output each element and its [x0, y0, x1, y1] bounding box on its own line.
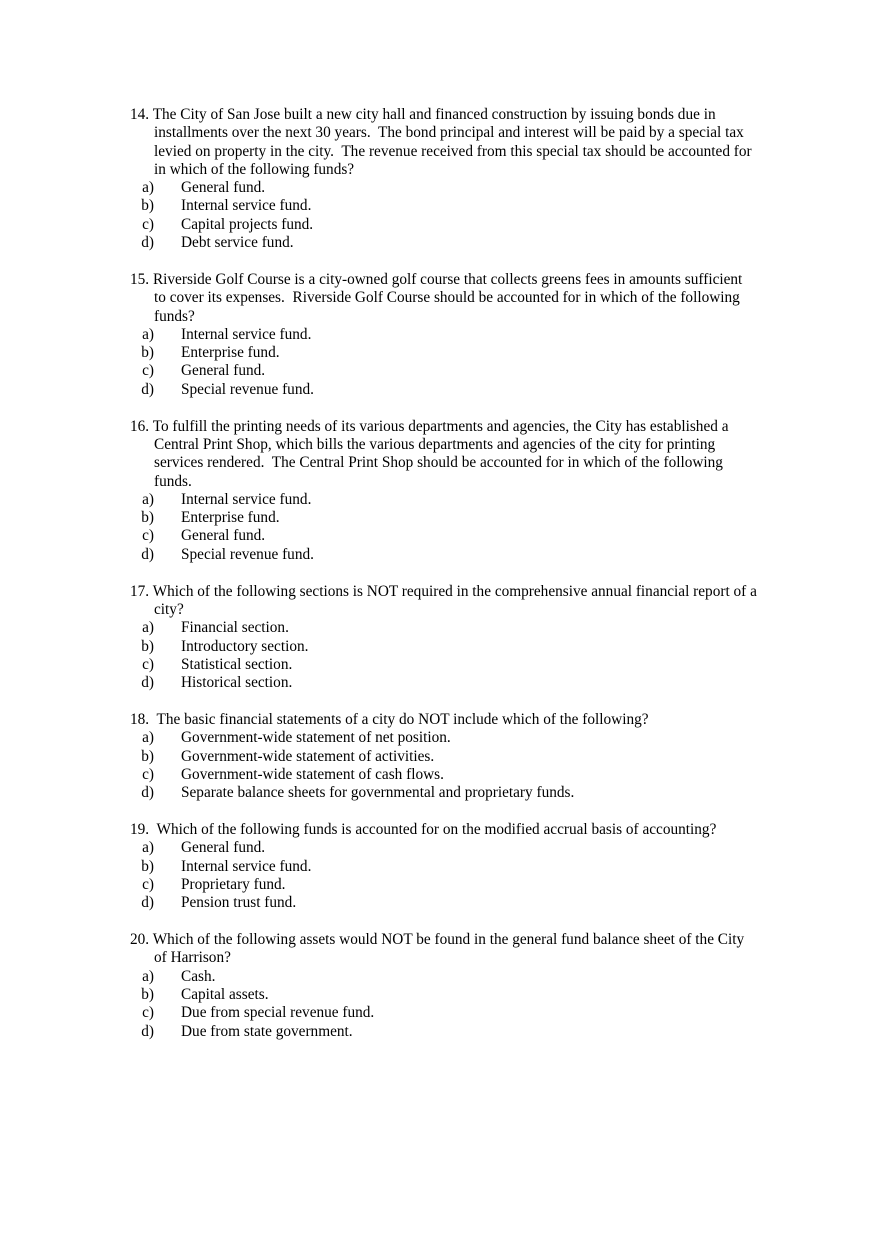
question-text: The City of San Jose built a new city hall and financed construction by issuing bonds due in installments over the next 30 years. The bond principal and interest will be paid by a special tax levied on property in the city. The revenue received from this special tax should be accounted for in which of the following funds? — [152, 106, 756, 178]
option-letter: a) — [142, 967, 154, 985]
answer-option — [130, 729, 758, 747]
option-letter: b) — [141, 344, 154, 362]
option-letter: c) — [142, 215, 154, 233]
question-stem — [130, 582, 761, 620]
option-text: Proprietary fund. — [181, 875, 286, 893]
question-text: The basic financial statements of a city do NOT include which of the following? — [152, 710, 649, 728]
question-number: 16. — [130, 417, 150, 435]
question-stem — [130, 418, 758, 491]
option-text: General fund. — [181, 179, 266, 197]
question-number: 19. — [130, 821, 150, 839]
question-text: Which of the following sections is NOT required in the comprehensive annual financial report of a city? — [152, 582, 761, 618]
option-text: Special revenue fund. — [181, 380, 314, 398]
option-letter: b) — [141, 747, 154, 765]
answer-options — [130, 839, 758, 912]
option-text: Government-wide statement of cash flows. — [181, 765, 444, 783]
option-text: Introductory section. — [181, 637, 309, 655]
answer-option — [130, 179, 758, 197]
option-text: Capital assets. — [181, 986, 269, 1004]
answer-option — [130, 344, 758, 362]
option-text: Capital projects fund. — [181, 215, 314, 233]
option-letter: d) — [141, 234, 154, 252]
option-letter: c) — [142, 655, 154, 673]
question-number: 14. — [130, 106, 150, 123]
option-text: Internal service fund. — [181, 857, 312, 875]
option-text: Cash. — [181, 967, 216, 985]
answer-option — [130, 619, 758, 637]
question-text: Which of the following funds is accounted for on the modified accrual basis of accounting? — [152, 821, 717, 839]
option-text: General fund. — [181, 527, 266, 545]
option-letter: b) — [141, 197, 154, 215]
option-letter: d) — [141, 894, 154, 912]
answer-option — [130, 509, 758, 527]
answer-option — [130, 491, 758, 509]
answer-options — [130, 179, 758, 252]
option-text: Government-wide statement of activities. — [181, 747, 435, 765]
answer-option — [130, 656, 758, 674]
option-letter: a) — [142, 179, 154, 197]
answer-option — [130, 766, 758, 784]
question-number: 17. — [130, 582, 150, 600]
option-text: Debt service fund. — [181, 234, 294, 252]
option-text: Financial section. — [181, 619, 289, 637]
option-letter: a) — [142, 325, 154, 343]
option-letter: a) — [142, 490, 154, 508]
option-letter: a) — [142, 729, 154, 747]
option-text: Government-wide statement of net position. — [181, 729, 451, 747]
question-stem — [130, 106, 758, 179]
answer-options — [130, 619, 758, 692]
question-19 — [130, 821, 758, 912]
answer-option — [130, 674, 758, 692]
option-text: Separate balance sheets for governmental and proprietary funds. — [181, 784, 575, 802]
option-letter: c) — [142, 875, 154, 893]
option-letter: b) — [141, 986, 154, 1004]
question-number: 15. — [130, 270, 150, 288]
option-letter: b) — [141, 637, 154, 655]
question-text: Riverside Golf Course is a city-owned golf course that collects greens fees in amounts sufficient to cover its expenses. Riverside Golf Course should be accounted for in which of the following funds? — [152, 270, 747, 325]
option-text: Internal service fund. — [181, 197, 312, 215]
question-18 — [130, 711, 758, 802]
answer-option — [130, 527, 758, 545]
answer-option — [130, 1023, 758, 1041]
option-letter: c) — [142, 765, 154, 783]
option-text: Statistical section. — [181, 655, 293, 673]
option-letter: c) — [142, 527, 154, 545]
answer-option — [130, 216, 758, 234]
option-letter: d) — [141, 1022, 154, 1040]
answer-option — [130, 894, 758, 912]
question-14 — [130, 106, 758, 252]
answer-option — [130, 197, 758, 215]
option-text: Special revenue fund. — [181, 545, 314, 563]
answer-options — [130, 326, 758, 399]
answer-options — [130, 968, 758, 1041]
option-letter: d) — [141, 545, 154, 563]
answer-option — [130, 986, 758, 1004]
question-list — [130, 106, 761, 1060]
question-number: 18. — [130, 710, 150, 728]
option-text: Historical section. — [181, 674, 293, 692]
question-stem — [130, 931, 758, 968]
question-stem — [130, 821, 758, 839]
answer-option — [130, 234, 758, 252]
question-16 — [130, 418, 758, 564]
answer-option — [130, 1004, 758, 1022]
option-text: Due from state government. — [181, 1022, 353, 1040]
answer-option — [130, 784, 758, 802]
question-17 — [130, 582, 761, 693]
answer-option — [130, 839, 758, 857]
option-text: Due from special revenue fund. — [181, 1004, 375, 1022]
option-letter: c) — [142, 362, 154, 380]
answer-options — [130, 491, 758, 564]
answer-option — [130, 326, 758, 344]
option-letter: c) — [142, 1004, 154, 1022]
option-text: Pension trust fund. — [181, 894, 297, 912]
option-text: General fund. — [181, 839, 266, 857]
option-letter: d) — [141, 380, 154, 398]
option-letter: b) — [141, 509, 154, 527]
answer-option — [130, 546, 758, 564]
option-text: Internal service fund. — [181, 490, 312, 508]
answer-option — [130, 858, 758, 876]
question-text: Which of the following assets would NOT be found in the general fund balance sheet of the City of Harrison? — [152, 931, 748, 967]
answer-option — [130, 362, 758, 380]
option-text: General fund. — [181, 362, 266, 380]
option-letter: a) — [142, 619, 154, 637]
option-letter: d) — [141, 674, 154, 692]
answer-option — [130, 381, 758, 399]
option-text: Enterprise fund. — [181, 344, 280, 362]
option-text: Enterprise fund. — [181, 509, 280, 527]
option-text: Internal service fund. — [181, 325, 312, 343]
answer-option — [130, 876, 758, 894]
option-letter: b) — [141, 857, 154, 875]
answer-option — [130, 748, 758, 766]
question-number: 20. — [130, 931, 150, 949]
question-20 — [130, 931, 758, 1041]
option-letter: d) — [141, 784, 154, 802]
question-stem — [130, 711, 758, 729]
answer-options — [130, 729, 758, 802]
question-stem — [130, 271, 758, 326]
question-text: To fulfill the printing needs of its various departments and agencies, the City has established a Central Print Shop, which bills the various departments and agencies of the city for printing services rendered. The Central Print Shop should be accounted for in which of the following funds. — [152, 417, 733, 490]
question-15 — [130, 271, 758, 399]
option-letter: a) — [142, 839, 154, 857]
answer-option — [130, 968, 758, 986]
answer-option — [130, 638, 758, 656]
